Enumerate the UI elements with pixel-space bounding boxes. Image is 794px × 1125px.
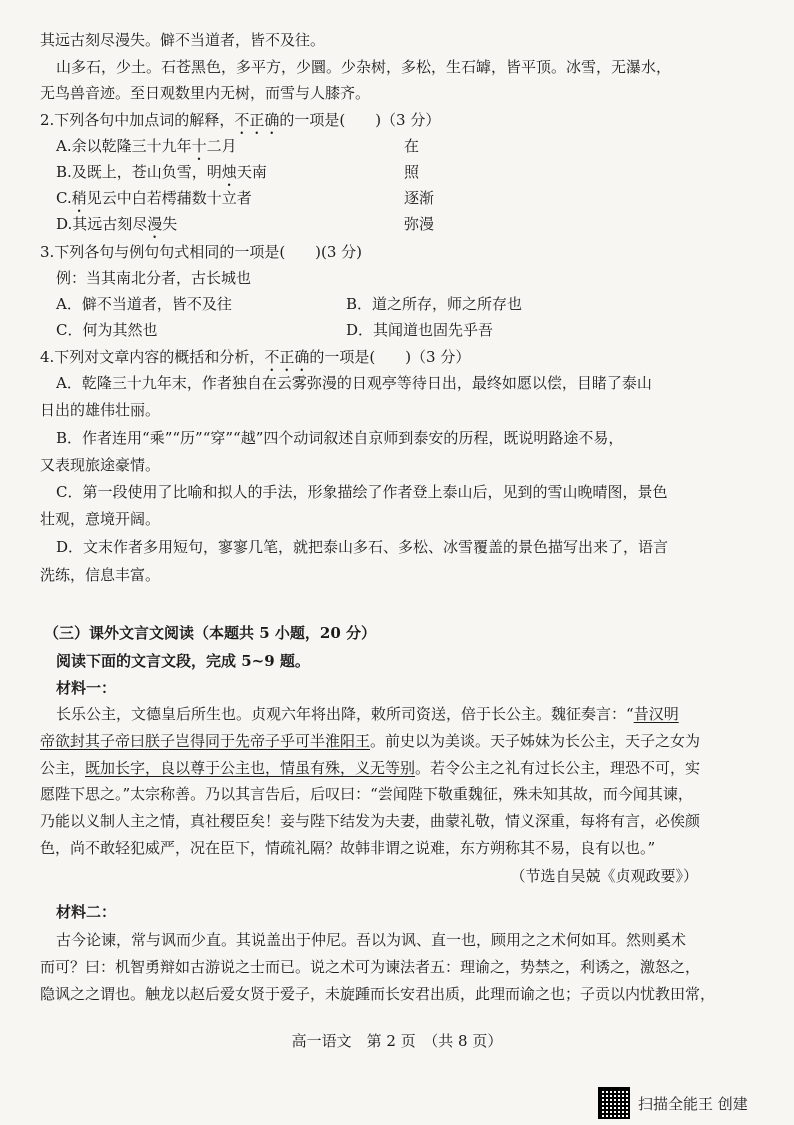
- scanner-watermark: [598, 1087, 748, 1119]
- negation-emphasis: 不正确: [234, 111, 280, 129]
- q2-option-c: C.稍见云中白若樗蒱数十立者: [56, 189, 252, 207]
- q2-gloss-d: 弥漫: [404, 215, 435, 233]
- q4-option-c: C．第一段使用了比喻和拟人的手法，形象描绘了作者登上泰山后，见到的雪山晚晴图，景色: [56, 483, 668, 501]
- passage-line: 其远古刻尽漫失。僻不当道者，皆不及往。: [40, 31, 326, 49]
- watermark-text: 扫描全能王 创建: [638, 1094, 748, 1113]
- material-1-label: 材料一：: [56, 679, 117, 697]
- q4-option-d-cont: 洗练，信息丰富。: [40, 566, 161, 584]
- q4-option-b-cont: 又表现旅途豪情。: [40, 456, 161, 474]
- q4-option-a-cont: 日出的雄伟壮丽。: [40, 401, 161, 419]
- qr-code-icon: [598, 1087, 630, 1119]
- page-footer: 高一语文 第 2 页 （共 8 页）: [291, 1032, 503, 1050]
- material-1-line: 色，尚不敢轻犯威严，况在臣下，情疏礼隔？故韩非谓之说难，东方朔称其不易，良有以也。”: [40, 839, 656, 857]
- q3-option-b: B．道之所存，师之所存也: [346, 295, 523, 313]
- material-1-line: 公主，既加长字，良以尊于公主也，情虽有殊，义无等别。若令公主之礼有过长公主，理恐不可，实: [40, 759, 701, 777]
- section-heading: （三）课外文言文阅读（本题共 5 小题，20 分）: [44, 624, 376, 642]
- q2-option-b: B.及既上，苍山负雪，明烛天南: [56, 163, 267, 181]
- passage-line: 无鸟兽音迹。至日观数里内无树，而雪与人膝齐。: [40, 84, 371, 102]
- q2-option-d: D.其远古刻尽漫失: [56, 215, 178, 233]
- question-4-stem: 4.下列对文章内容的概括和分析，不正确的一项是( )（3 分）: [40, 348, 471, 366]
- question-3-stem: 3.下列各句与例句句式相同的一项是( )(3 分): [40, 243, 363, 261]
- material-1-line: 长乐公主，文德皇后所生也。贞观六年将出降，敕所司资送，倍于长公主。魏征奏言：“昔汉明: [56, 705, 679, 723]
- q2-gloss-b: 照: [404, 163, 420, 181]
- q4-option-d: D．文末作者多用短句，寥寥几笔，就把泰山多石、多松、冰雪覆盖的景色描写出来了，语言: [56, 538, 669, 556]
- q2-gloss-a: 在: [404, 137, 420, 155]
- q3-option-c: C．何为其然也: [56, 321, 158, 339]
- material-2-line: 隐讽之之谓也。触龙以赵后爱女贤于爱子，未旋踵而长安君出质，此理而谕之也；子贡以内忧教田常，: [40, 985, 716, 1003]
- material-2-line: 而可？曰：机智勇辩如古游说之士而已。说之术可为谏法者五：理谕之，势禁之，利诱之，激怒之，: [40, 958, 701, 976]
- q3-example: 例：当其南北分者，古长城也: [56, 269, 252, 287]
- material-2-label: 材料二：: [56, 903, 117, 921]
- material-1-line: 乃能以义制人主之情，真社稷臣矣！妾与陛下结发为夫妻，曲蒙礼敬，情义深重，每将有言，必俟颜: [40, 812, 701, 830]
- material-1-line: 愿陛下思之。”太宗称善。乃以其言告后，后叹曰：“尝闻陛下敬重魏征，殊未知其故，而今闻其谏，: [40, 785, 693, 803]
- q4-option-c-cont: 壮观，意境开阔。: [40, 510, 161, 528]
- material-2-line: 古今论谏，常与讽而少直。其说盖出于仲尼。吾以为讽、直一也，顾用之之术何如耳。然则奚术: [56, 931, 687, 949]
- q4-option-b: B．作者连用“乘”“历”“穿”“越”四个动词叙述自京师到泰安的历程，既说明路途不易，: [56, 429, 624, 447]
- material-1-source: （节选自吴兢《贞观政要》）: [510, 867, 698, 885]
- q2-option-a: A.余以乾隆三十九年十二月: [56, 137, 237, 155]
- q3-option-a: A．僻不当道者，皆不及往: [56, 295, 232, 313]
- material-1-line: 帝欲封其子帝曰朕子岂得同于先帝子乎可半淮阳王。前史以为美谈。天子姊妹为长公主，天子之女为: [40, 732, 701, 750]
- q3-option-d: D．其闻道也固先乎吾: [346, 321, 494, 339]
- negation-emphasis: 不正确: [264, 348, 310, 366]
- section-instruction: 阅读下面的文言文段，完成 5~9 题。: [56, 652, 310, 670]
- passage-line: 山多石，少土。石苍黑色，多平方，少圜。少杂树，多松，生石罅，皆平顶。冰雪，无瀑水，: [56, 58, 672, 76]
- q4-option-a: A．乾隆三十九年末，作者独自在云雾弥漫的日观亭等待日出，最终如愿以偿，目睹了泰山: [56, 374, 652, 392]
- question-2-stem: 2.下列各句中加点词的解释，不正确的一项是( )（3 分）: [40, 111, 441, 129]
- q2-gloss-c: 逐渐: [404, 189, 435, 207]
